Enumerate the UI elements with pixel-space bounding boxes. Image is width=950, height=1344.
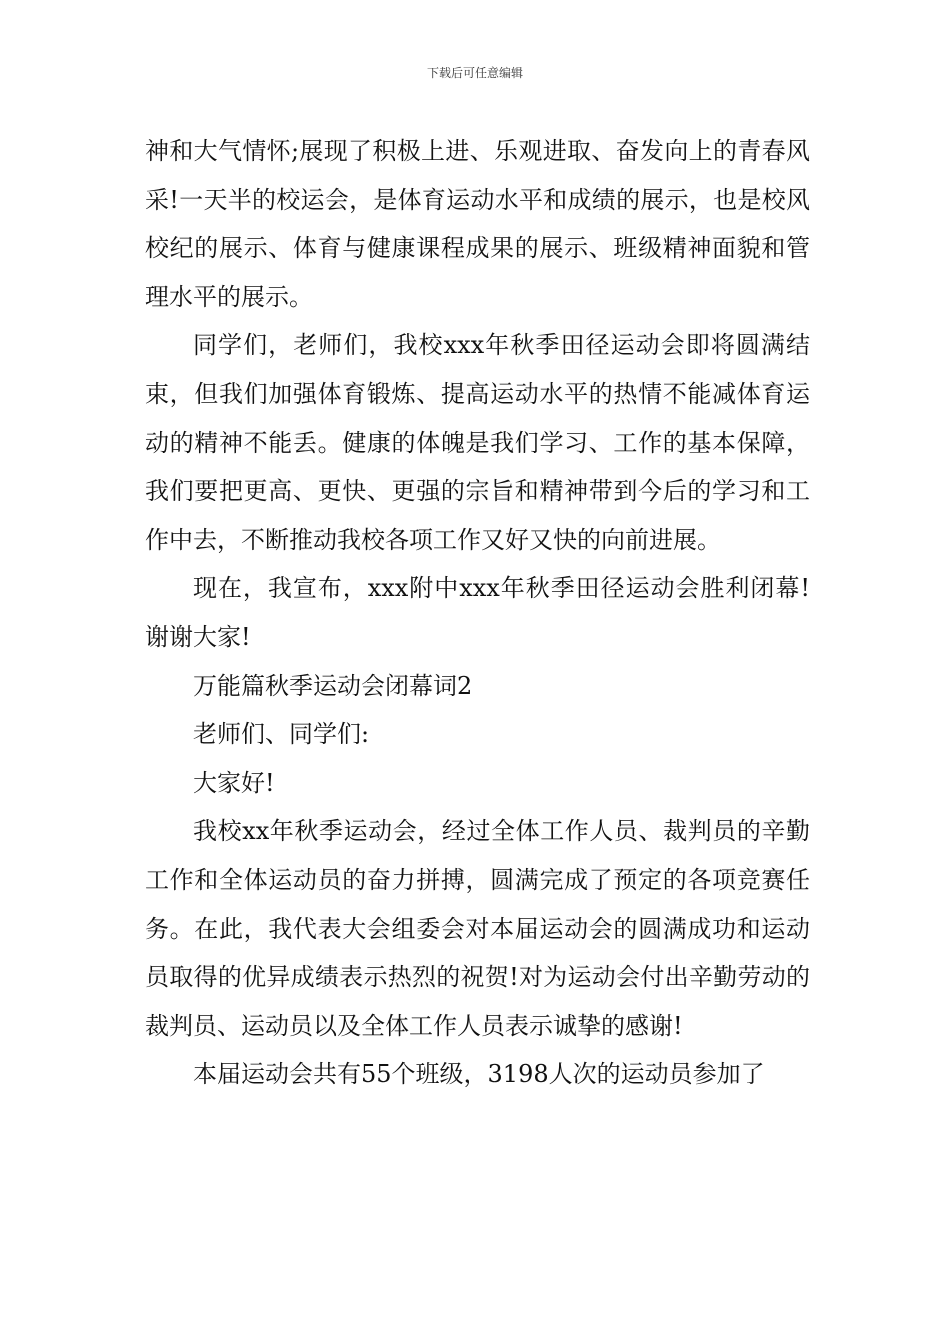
page-header-note: 下载后可任意编辑 xyxy=(426,66,523,80)
salutation: 老师们、同学们: xyxy=(193,720,370,749)
section-heading: 万能篇秋季运动会闭幕词2 xyxy=(193,671,473,700)
paragraph-statistics: 本届运动会共有55个班级，3198人次的运动员参加了 xyxy=(193,1060,765,1089)
paragraph-closing-remarks: 同学们，老师们，我校xxx年秋季田径运动会即将圆满结束，但我们加强体育锻炼、提高运动水平的热情不能减体育运动的精神不能丢。健康的体魄是我们学习、工作的基本保障，我们要把更高、更快、更强的宗旨和精神带到今后的学习和工作中去，不断推动我校各项工作又好又快的向前进展。 xyxy=(145,331,810,554)
greeting: 大家好! xyxy=(193,768,275,797)
paragraph-announcement: 现在，我宣布，xxx附中xxx年秋季田径运动会胜利闭幕!谢谢大家! xyxy=(145,574,810,651)
paragraph-continuation: 神和大气情怀;展现了积极上进、乐观进取、奋发向上的青春风采!一天半的校运会，是体育运动水平和成绩的展示，也是校风校纪的展示、体育与健康课程成果的展示、班级精神面貌和管理水平的展示。 xyxy=(145,137,810,311)
paragraph-summary: 我校xx年秋季运动会，经过全体工作人员、裁判员的辛勤工作和全体运动员的奋力拼搏，圆满完成了预定的各项竞赛任务。在此，我代表大会组委会对本届运动会的圆满成功和运动员取得的优异成绩表示热烈的祝贺!对为运动会付出辛勤劳动的裁判员、运动员以及全体工作人员表示诚挚的感谢! xyxy=(145,817,810,1040)
document-body xyxy=(145,127,810,1099)
